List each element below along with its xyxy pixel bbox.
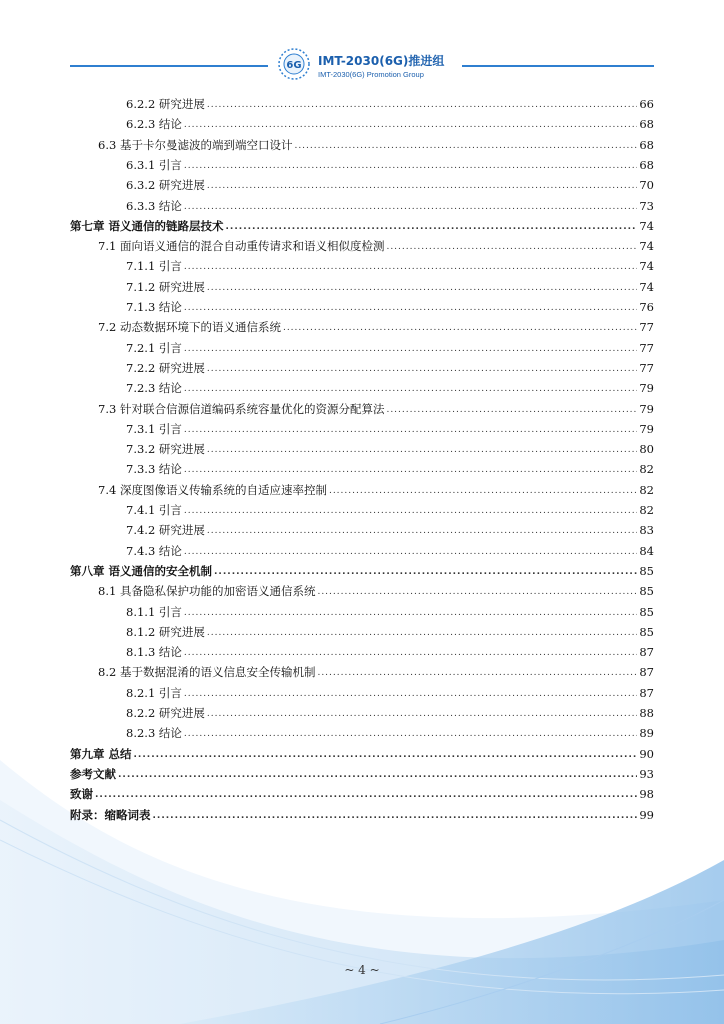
toc-entry-page: 76	[639, 300, 654, 314]
toc-entry-page: 74	[639, 239, 654, 254]
toc-entry[interactable]	[126, 375, 654, 395]
toc-entry-page: 74	[639, 218, 654, 233]
brand-subtitle: IMT-2030(6G) Promotion Group	[318, 70, 424, 79]
toc-entry-label: 7.2 动态数据环境下的语义通信系统	[98, 320, 281, 335]
toc-chapter-entry[interactable]	[70, 781, 654, 801]
toc-entry[interactable]	[126, 436, 654, 456]
toc-entry-label: 8.1 具备隐私保护功能的加密语义通信系统	[98, 584, 316, 599]
toc-entry-label: 7.4.1 引言	[126, 503, 182, 517]
toc-entry-page: 83	[639, 523, 654, 538]
toc-entry[interactable]	[126, 355, 654, 375]
toc-entry-page: 90	[639, 746, 654, 761]
toc-leader-dots	[184, 261, 637, 273]
toc-leader-dots	[184, 424, 637, 436]
toc-entry[interactable]	[126, 720, 654, 740]
toc-entry[interactable]	[126, 91, 654, 111]
toc-entry-label: 7.4.3 结论	[126, 543, 182, 558]
toc-entry-label: 8.2.1 引言	[126, 685, 182, 700]
toc-entry-label: 8.2 基于数据混淆的语义信息安全传输机制	[98, 665, 316, 680]
toc-entry-page: 79	[639, 381, 654, 396]
toc-entry-label: 附录：缩略词表	[70, 807, 151, 822]
toc-entry-page: 93	[639, 766, 654, 781]
toc-entry-page: 85	[639, 584, 654, 599]
toc-entry-page: 79	[639, 401, 654, 416]
toc-entry[interactable]	[98, 233, 654, 253]
toc-entry-page: 88	[639, 706, 654, 720]
toc-leader-dots	[207, 627, 637, 639]
toc-entry[interactable]	[126, 274, 654, 294]
toc-entry-page: 87	[639, 685, 654, 700]
toc-entry-page: 85	[639, 563, 654, 578]
toc-entry-page: 82	[639, 503, 654, 517]
toc-entry-page: 82	[639, 482, 654, 497]
toc-leader-dots	[184, 728, 637, 740]
toc-entry-label: 8.1.2 研究进展	[126, 624, 205, 639]
toc-entry-page: 68	[639, 117, 654, 132]
toc-entry-label: 参考文献	[70, 766, 116, 781]
6g-logo-icon	[276, 46, 312, 82]
toc-entry-label: 6.3.1 引言	[126, 157, 182, 172]
toc-entry-label: 8.1.3 结论	[126, 645, 182, 660]
toc-entry-page: 66	[639, 97, 654, 111]
toc-leader-dots	[207, 282, 637, 294]
toc-entry[interactable]	[98, 396, 654, 416]
toc-chapter-entry[interactable]	[70, 741, 654, 761]
toc-entry-page: 85	[639, 624, 654, 639]
toc-leader-dots	[184, 343, 637, 355]
toc-entry-label: 第八章 语义通信的安全机制	[70, 563, 213, 578]
toc-entry[interactable]	[126, 599, 654, 619]
toc-chapter-entry[interactable]	[70, 213, 654, 233]
toc-leader-dots	[317, 667, 637, 679]
toc-entry-label: 7.3 针对联合信源信道编码系统容量优化的资源分配算法	[98, 401, 385, 416]
toc-entry-page: 68	[639, 137, 654, 152]
toc-leader-dots	[184, 607, 637, 619]
toc-leader-dots	[184, 546, 637, 558]
toc-entry[interactable]	[126, 335, 654, 355]
page-number: ~ 4 ~	[344, 963, 380, 977]
toc-entry-label: 第九章 总结	[70, 746, 132, 761]
toc-chapter-entry[interactable]	[70, 558, 654, 578]
toc-entry-label: 8.2.2 研究进展	[126, 706, 205, 720]
toc-entry-label: 7.1.2 研究进展	[126, 279, 205, 294]
toc-entry[interactable]	[126, 152, 654, 172]
toc-entry[interactable]	[126, 517, 654, 537]
toc-entry-label: 6.2.2 研究进展	[126, 97, 205, 111]
toc-entry[interactable]	[98, 132, 654, 152]
toc-leader-dots	[184, 688, 637, 700]
toc-entry-page: 82	[639, 462, 654, 477]
toc-entry[interactable]	[126, 111, 654, 131]
toc-leader-dots	[317, 586, 637, 598]
toc-entry[interactable]	[126, 253, 654, 273]
toc-leader-dots	[184, 302, 637, 314]
toc-chapter-entry[interactable]	[70, 802, 654, 822]
toc-entry-label: 7.1 面向语义通信的混合自动重传请求和语义相似度检测	[98, 239, 385, 254]
toc-entry-label: 7.2.2 研究进展	[126, 360, 205, 375]
toc-leader-dots	[207, 708, 637, 720]
toc-leader-dots	[118, 769, 637, 781]
toc-chapter-entry[interactable]	[70, 761, 654, 781]
toc-entry-page: 87	[639, 665, 654, 680]
toc-entry-label: 7.1.3 结论	[126, 300, 182, 314]
toc-entry-label: 8.2.3 结论	[126, 726, 182, 741]
toc-entry[interactable]	[126, 700, 654, 720]
toc-leader-dots	[95, 789, 637, 801]
toc-entry-page: 87	[639, 645, 654, 660]
toc-entry-label: 第七章 语义通信的链路层技术	[70, 218, 224, 233]
toc-leader-dots	[207, 444, 637, 456]
toc-entry[interactable]	[126, 416, 654, 436]
toc-entry-page: 77	[639, 340, 654, 355]
toc-entry[interactable]	[126, 497, 654, 517]
toc-entry-label: 7.3.1 引言	[126, 421, 182, 436]
toc-entry[interactable]	[126, 639, 654, 659]
toc-entry-label: 致谢	[70, 787, 93, 802]
toc-leader-dots	[207, 363, 637, 375]
toc-entry[interactable]	[126, 294, 654, 314]
toc-leader-dots	[207, 525, 637, 537]
toc-entry-label: 7.2.3 结论	[126, 381, 182, 396]
toc-leader-dots	[184, 383, 637, 395]
toc-entry[interactable]	[126, 456, 654, 476]
toc-entry[interactable]	[126, 538, 654, 558]
toc-entry[interactable]	[98, 477, 654, 497]
toc-entry-page: 77	[639, 360, 654, 375]
toc-leader-dots	[134, 749, 638, 761]
toc-entry-label: 7.3.2 研究进展	[126, 442, 205, 457]
toc-entry-page: 89	[639, 726, 654, 741]
toc-leader-dots	[386, 404, 637, 416]
toc-entry-page: 70	[639, 178, 654, 193]
toc-leader-dots	[207, 180, 637, 192]
toc-entry[interactable]	[126, 193, 654, 213]
header-rule-right	[462, 65, 654, 67]
toc-entry[interactable]	[98, 314, 654, 334]
toc-leader-dots	[184, 201, 637, 213]
toc-leader-dots	[386, 241, 637, 253]
toc-leader-dots	[214, 566, 637, 578]
svg-text:6G: 6G	[286, 60, 302, 71]
toc-entry[interactable]	[126, 680, 654, 700]
toc-entry-label: 6.2.3 结论	[126, 117, 182, 132]
toc-entry[interactable]	[126, 619, 654, 639]
toc-entry[interactable]	[98, 659, 654, 679]
toc-entry-page: 77	[639, 320, 654, 335]
toc-leader-dots	[184, 647, 637, 659]
toc-entry-label: 7.4 深度图像语义传输系统的自适应速率控制	[98, 482, 327, 497]
toc-entry-page: 74	[639, 259, 654, 274]
toc-entry-label: 6.3 基于卡尔曼滤波的端到端空口设计	[98, 137, 293, 152]
page-header	[0, 40, 724, 90]
toc-leader-dots	[184, 505, 637, 517]
toc-entry-page: 80	[639, 442, 654, 457]
toc-leader-dots	[153, 810, 638, 822]
toc-leader-dots	[283, 322, 637, 334]
toc-entry-page: 79	[639, 421, 654, 436]
toc-entry-label: 7.1.1 引言	[126, 259, 182, 274]
toc-entry[interactable]	[98, 578, 654, 598]
toc-entry-page: 73	[639, 198, 654, 213]
toc-entry-label: 7.4.2 研究进展	[126, 523, 205, 538]
toc-entry-label: 7.3.3 结论	[126, 462, 182, 477]
toc-leader-dots	[184, 119, 637, 131]
toc-entry-page: 84	[639, 543, 654, 558]
header-rule-left	[70, 65, 268, 67]
toc-leader-dots	[226, 221, 638, 233]
toc-entry-page: 85	[639, 604, 654, 619]
toc-leader-dots	[184, 160, 637, 172]
toc-entry-label: 8.1.1 引言	[126, 604, 182, 619]
toc-entry-label: 6.3.2 研究进展	[126, 178, 205, 193]
toc-leader-dots	[184, 464, 637, 476]
toc-entry-page: 74	[639, 279, 654, 294]
toc-leader-dots	[294, 140, 637, 152]
toc-entry-label: 7.2.1 引言	[126, 340, 182, 355]
toc-leader-dots	[207, 99, 637, 111]
brand-name: IMT-2030(6G)推进组	[318, 54, 445, 68]
toc-leader-dots	[329, 485, 637, 497]
toc-entry-page: 99	[639, 807, 654, 822]
toc-entry-page: 68	[639, 157, 654, 172]
toc-entry-page: 98	[639, 787, 654, 802]
toc-entry-label: 6.3.3 结论	[126, 198, 182, 213]
toc-entry[interactable]	[126, 172, 654, 192]
